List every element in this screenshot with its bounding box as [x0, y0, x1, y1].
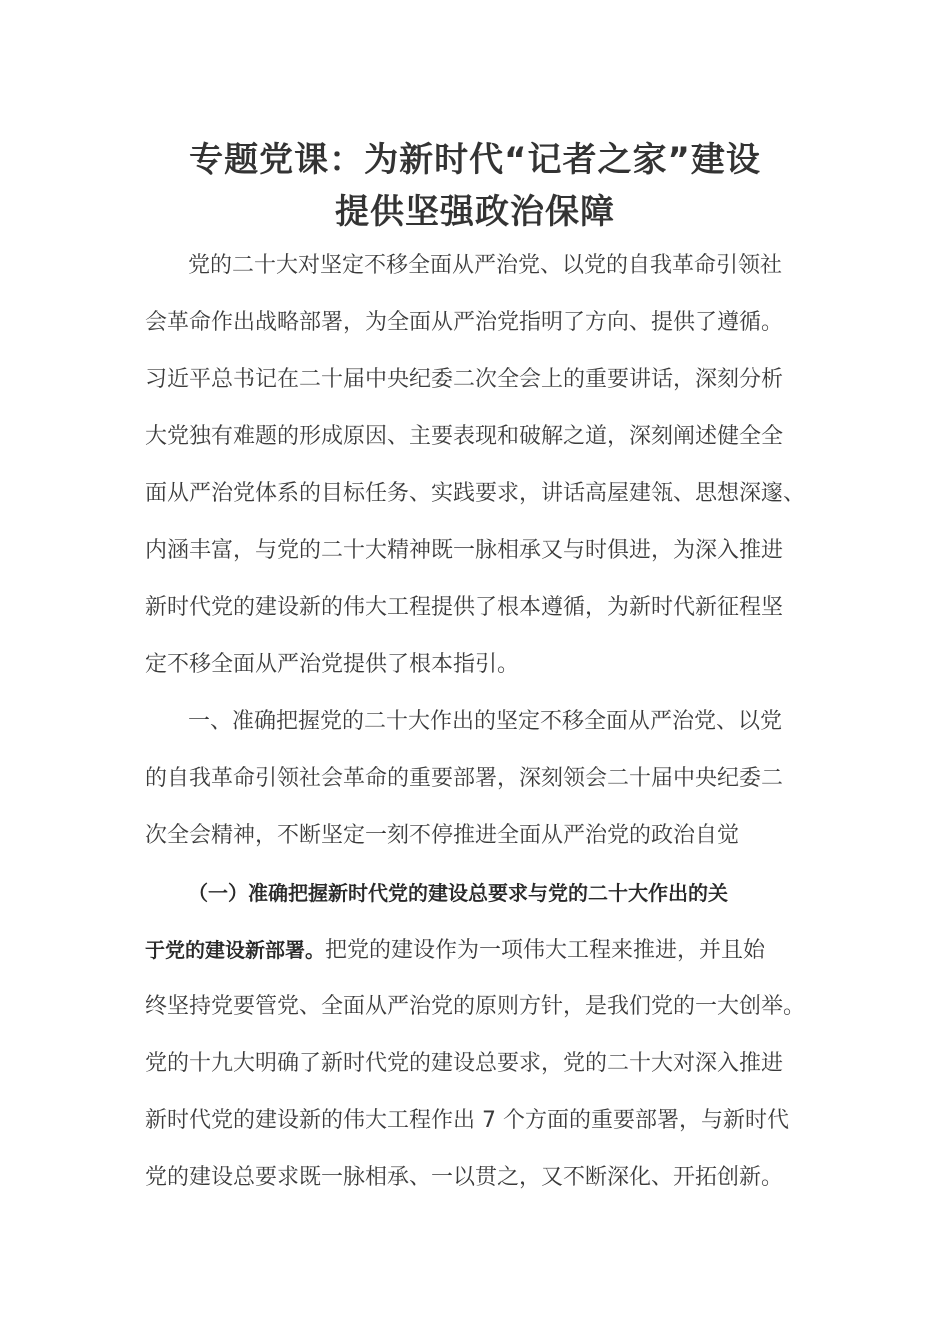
- subsection-heading-tail: 于党的建设新部署。: [145, 938, 325, 962]
- subsection-line-mixed: [145, 935, 765, 966]
- subsection-heading-line: （一）准确把握新时代党的建设总要求与党的二十大作出的关: [188, 881, 728, 905]
- paragraph-line: 大党独有难题的形成原因、主要表现和破解之道，深刻阐述健全全: [145, 424, 784, 449]
- paragraph-line: 党的二十大对坚定不移全面从严治党、以党的自我革命引领社: [188, 253, 783, 278]
- section-heading-line: 一、准确把握党的二十大作出的坚定不移全面从严治党、以党: [188, 709, 783, 734]
- paragraph-line: 终坚持党要管党、全面从严治党的原则方针，是我们党的一大创举。: [145, 994, 806, 1019]
- paragraph-line: 新时代党的建设新的伟大工程作出 7 个方面的重要部署，与新时代: [145, 1108, 789, 1133]
- section-heading-line: 的自我革命引领社会革命的重要部署，深刻领会二十届中央纪委二: [145, 766, 784, 791]
- subsection-body-start: 把党的建设作为一项伟大工程来推进，并且始: [325, 938, 766, 963]
- paragraph-line: 会革命作出战略部署，为全面从严治党指明了方向、提供了遵循。: [145, 310, 784, 335]
- paragraph-line: 党的十九大明确了新时代党的建设总要求，党的二十大对深入推进: [145, 1051, 784, 1076]
- paragraph-line: 新时代党的建设新的伟大工程提供了根本遵循，为新时代新征程坚: [145, 595, 784, 620]
- section-heading-line: 次全会精神，不断坚定一刻不停推进全面从严治党的政治自觉: [145, 823, 740, 848]
- paragraph-line: 党的建设总要求既一脉相承、一以贯之，又不断深化、开拓创新。: [145, 1165, 784, 1190]
- document-title-line-1: 专题党课：为新时代“记者之家”建设: [189, 140, 761, 180]
- paragraph-line: 习近平总书记在二十届中央纪委二次全会上的重要讲话，深刻分析: [145, 367, 784, 392]
- paragraph-line: 定不移全面从严治党提供了根本指引。: [145, 652, 520, 677]
- document-title-line-2: 提供坚强政治保障: [335, 192, 615, 232]
- paragraph-line: 面从严治党体系的目标任务、实践要求，讲话高屋建瓴、思想深邃、: [145, 481, 806, 506]
- paragraph-line: 内涵丰富，与党的二十大精神既一脉相承又与时俱进，为深入推进: [145, 538, 784, 563]
